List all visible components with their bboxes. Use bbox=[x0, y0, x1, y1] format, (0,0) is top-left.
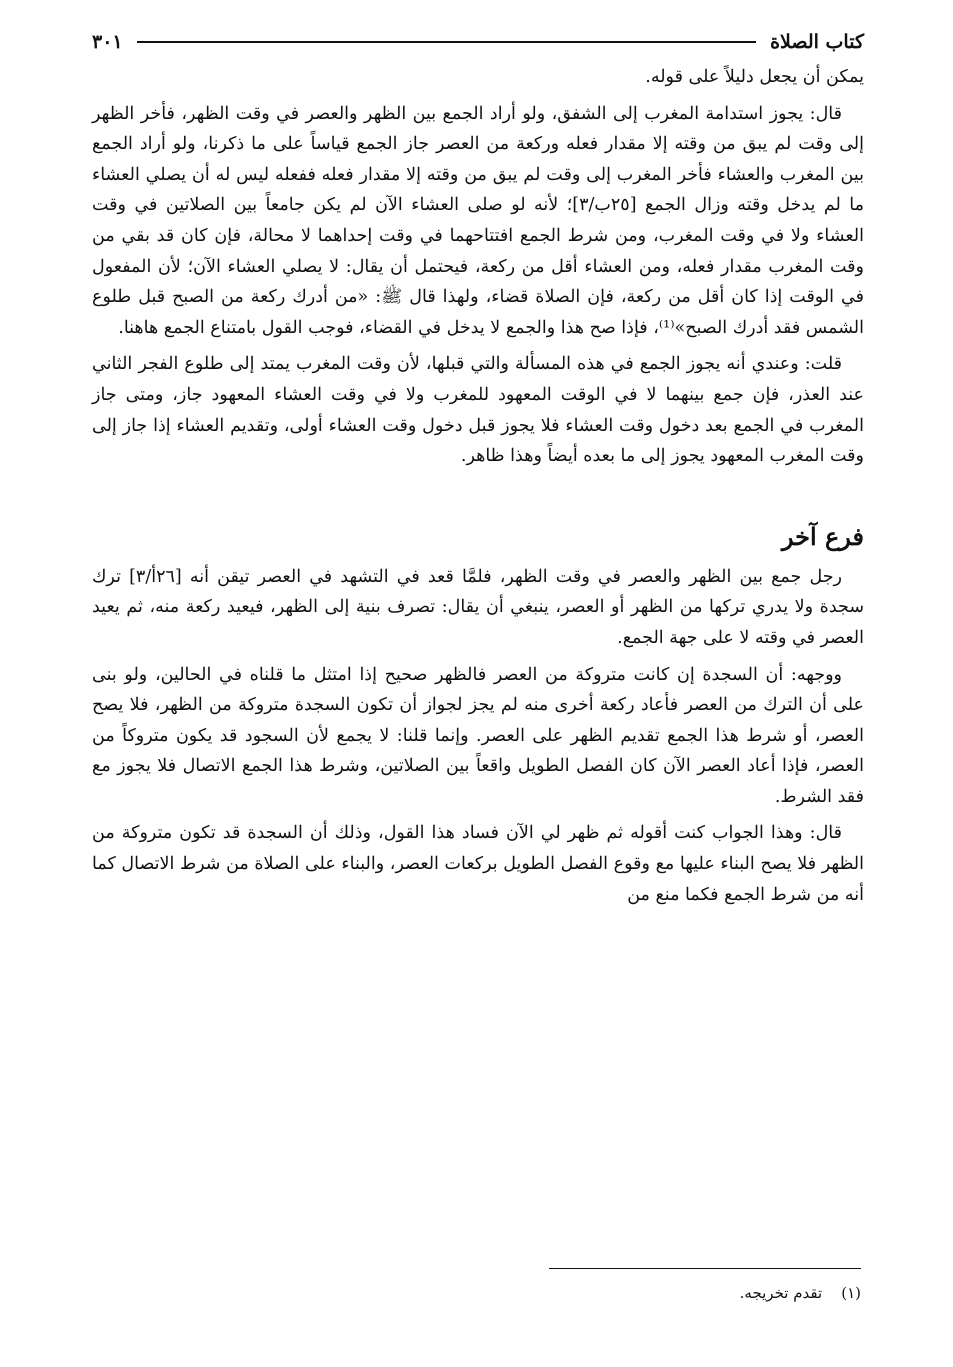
footnote-text: تقدم تخريجه. bbox=[739, 1284, 823, 1302]
footnote-separator bbox=[549, 1268, 861, 1269]
section-heading: فرع آخر bbox=[781, 521, 864, 551]
paragraph: قلت: وعندي أنه يجوز الجمع في هذه المسألة والتي قبلها، لأن وقت المغرب يمتد إلى طلوع الفجر الثاني عند العذر، فإن جمع بينهما لا في الوقت المعهود للمغرب ولا في وقت العشاء المعهود جاز، ومتى جاز المغرب في الجمع بعد دخول وقت العشاء فلا يجوز قبل دخول وقت العشاء أولى، وتقديم العشاء إذا جاز إلى وقت المغرب المعهود يجوز إلى ما بعده أيضاً وهذا ظاهر. bbox=[92, 354, 864, 467]
footnote bbox=[740, 1284, 861, 1302]
main-text bbox=[92, 62, 864, 910]
paragraph: رجل جمع بين الظهر والعصر في وقت الظهر، فلمَّا قعد في التشهد في العصر تيقن أنه [٢٦أ/٣] ترك سجدة ولا يدري تركها من الظهر أو العصر، ينبغي أن يقال: تصرف بنية إلى الظهر، فيعيد ركعة منه، ثم يعيد العصر في وقته لا على جهة الجمع. bbox=[92, 566, 864, 648]
paragraph: يمكن أن يجعل دليلاً على قوله. bbox=[645, 67, 864, 87]
paragraph: قال: يجوز استدامة المغرب إلى الشفق، ولو أراد الجمع بين الظهر والعصر في وقت الظهر، فأخر الظهر إلى وقت لم يبق من وقته إلا مقدار فعله وركعة من العصر جاز الجمع قياساً على ما ذكرنا، ولو أراد الجمع بين المغرب والعشاء فأخر المغرب إلى وقت لم يبق من وقته إلا مقدار فعله ففعله ليس له أن يصلي العشاء ما لم يدخل وقته وزال الجمع [٢٥ب/٣]؛ لأنه لو صلى العشاء الآن لم يكن جامعاً بين الصلاتين في وقت العشاء ولا في وقت المغرب، ومن شرط الجمع افتتاحهما في وقت إحداهما لا محالة، فإن كان قد بقي من وقت المغرب مقدار فعله، ومن العشاء أقل من ركعة، فيحتمل أن يقال: لا يصلي العشاء الآن؛ لأن المفعول في الوقت إذا كان أقل من ركعة، فإن الصلاة قضاء، ولهذا قال ﷺ: «من أدرك ركعة من الصبح قبل طلوع الشمس فقد أدرك الصبح»⁽¹⁾، فإذا صح هذا والجمع لا يدخل في القضاء، فوجب القول بامتناع الجمع هاهنا. bbox=[92, 103, 864, 338]
running-header bbox=[92, 22, 864, 62]
paragraph: ووجهه: أن السجدة إن كانت متروكة من العصر فالظهر صحيح إذا امتثل ما قلناه في الحالين، ولو بنى على أن الترك من العصر فأعاد ركعة أخرى منه لم يجز لجواز أن تكون السجدة متروكة من الظهر، فلا يصح العصر، أو شرط هذا الجمع تقديم الظهر على العصر. وإنما قلنا: لا يجمع لأن السجود قد يكون متروكاً من العصر، فإذا أعاد العصر الآن كان الفصل الطويل واقعاً بين الصلاتين، وشرط هذا الجمع الاتصال فلا يجوز مع فقد الشرط. bbox=[92, 664, 864, 807]
paragraph: قال: وهذا الجواب كنت أقوله ثم ظهر لي الآن فساد هذا القول، وذلك أن السجدة قد تكون متروكة من الظهر فلا يصح البناء عليها مع وقوع الفصل الطويل بركعات العصر، والبناء على الصلاة من شرط الاتصال كما أنه من شرط الجمع فكما منع من bbox=[92, 823, 864, 905]
chapter-title: كتاب الصلاة bbox=[770, 31, 864, 53]
page-number: ٣٠١ bbox=[92, 31, 123, 53]
page bbox=[92, 22, 864, 916]
footnote-number: (١) bbox=[841, 1284, 861, 1302]
header-rule bbox=[137, 41, 756, 43]
